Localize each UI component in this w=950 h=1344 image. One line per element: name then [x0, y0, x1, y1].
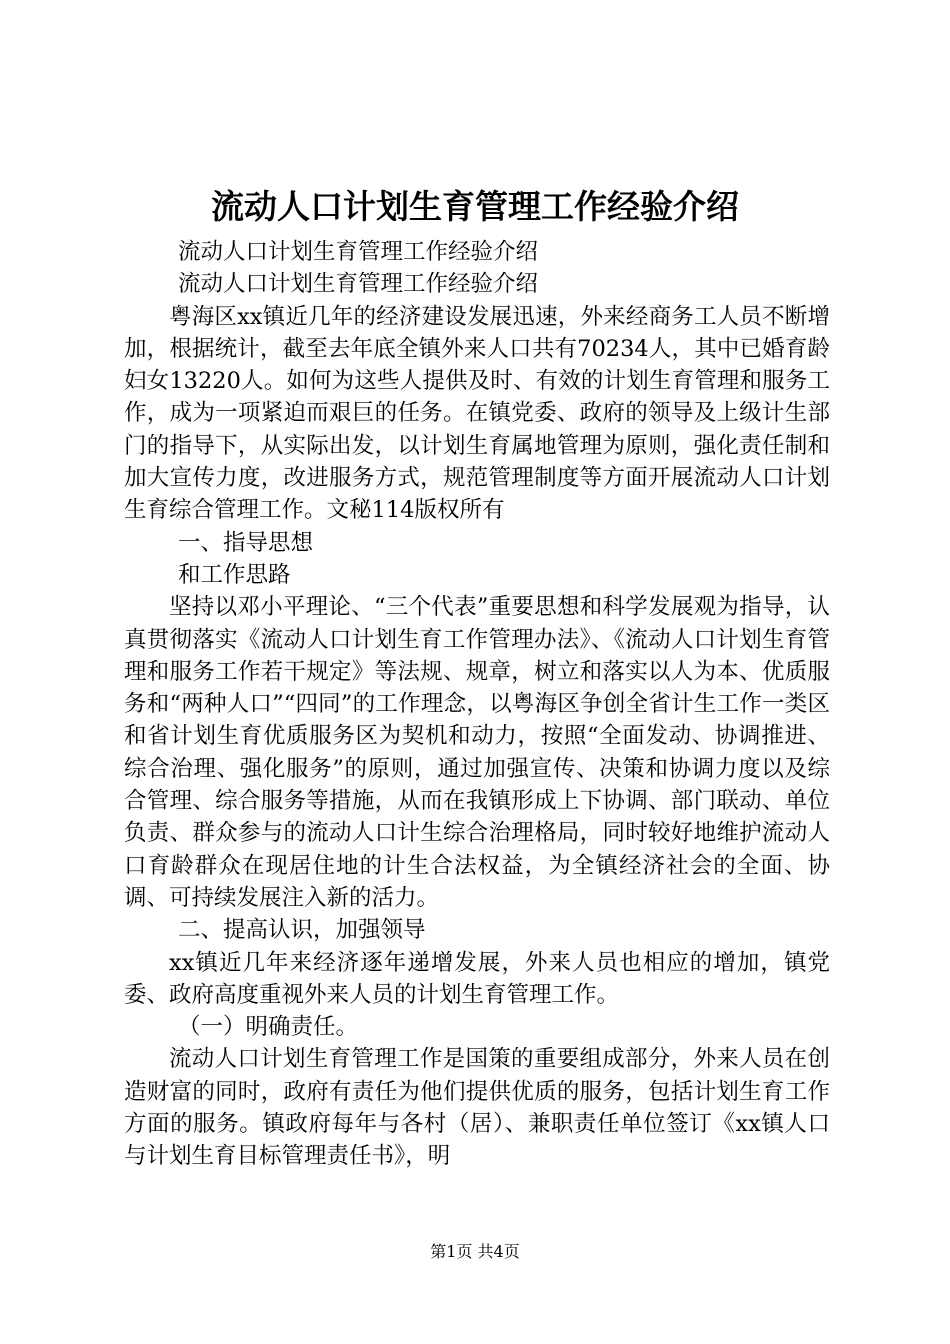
subtitle-line-2: 流动人口计划生育管理工作经验介绍 [178, 271, 539, 298]
document-title: 流动人口计划生育管理工作经验介绍 [211, 187, 739, 226]
section-heading-2: 二、提高认识，加强领导 [178, 917, 426, 944]
guiding-thought-paragraph: 坚持以邓小平理论、“三个代表”重要思想和科学发展观为指导，认真贯彻落实《流动人口计划生育工作管理办法》、《流动人口计划生育管理和服务工作若干规定》等法规、规章，树立和落实以人为本、优质服务和“两种人口”“四同”的工作理念，以粤海区争创全省计生工作一类区和省计划生育优质服务区为契机和动力，按照“全面发动、协调推进、综合治理、强化服务”的原则，通过加强宣传、决策和协调力度以及综合管理、综合服务等措施，从而在我镇形成上下协调、部门联动、单位负责、群众参与的流动人口计生综合治理格局，同时较好地维护流动人口育龄群众在现居住地的计生合法权益，为全镇经济社会的全面、协调、可持续发展注入新的活力。 [124, 594, 830, 911]
page-footer: 第1页 共4页 [430, 1242, 520, 1261]
subtitle-line-1: 流动人口计划生育管理工作经验介绍 [178, 239, 539, 265]
leadership-paragraph: xx镇近几年来经济逐年递增发展，外来人员也相应的增加，镇党委、政府高度重视外来人员的计划生育管理工作。 [124, 949, 830, 1008]
section-heading-1-continued: 和工作思路 [178, 561, 291, 588]
intro-paragraph: 粤海区xx镇近几年的经济建设发展迅速，外来经商务工人员不断增加，根据统计，截至去年底全镇外来人口共有70234人，其中已婚育龄妇女13220人。如何为这些人提供及时、有效的计划生育管理和服务工作，成为一项紧迫而艰巨的任务。在镇党委、政府的领导及上级计生部门的指导下，从实际出发，以计划生育属地管理为原则，强化责任制和加大宣传力度，改进服务方式，规范管理制度等方面开展流动人口计划生育综合管理工作。文秘114版权所有 [124, 303, 830, 524]
document-body [124, 236, 830, 1173]
section-heading-1: 一、指导思想 [178, 529, 314, 556]
responsibility-paragraph: 流动人口计划生育管理工作是国策的重要组成部分，外来人员在创造财富的同时，政府有责任为他们提供优质的服务，包括计划生育工作方面的服务。镇政府每年与各村（居）、兼职责任单位签订《xx镇人口与计划生育目标管理责任书》，明 [124, 1046, 830, 1170]
subsection-heading-1: （一）明确责任。 [178, 1014, 359, 1041]
